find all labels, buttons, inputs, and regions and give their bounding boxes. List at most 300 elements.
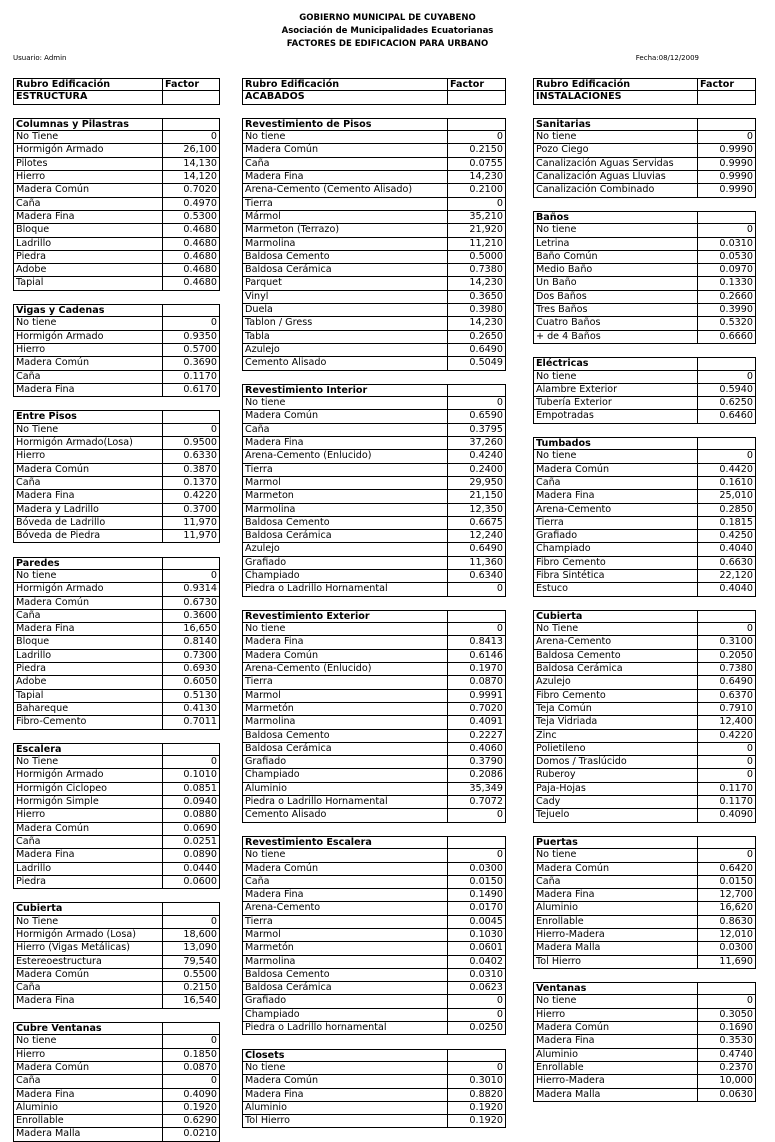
item-factor: 0.0250	[447, 1022, 506, 1034]
item-name: Hierro-Madera	[533, 929, 697, 941]
municipality-title: GOBIERNO MUNICIPAL DE CUYABENO	[299, 13, 476, 23]
table-row	[533, 251, 756, 264]
item-name: Fibro Cemento	[533, 690, 697, 702]
table-row	[242, 623, 506, 636]
table-row	[13, 863, 220, 876]
table-row	[13, 995, 220, 1008]
item-name: Tabla	[242, 331, 447, 343]
item-name: Champiado	[242, 1009, 447, 1021]
section-factor	[697, 611, 756, 622]
table-row	[242, 397, 506, 410]
item-name: Hormigón Armado (Losa)	[13, 929, 162, 941]
item-name: Fibro-Cemento	[13, 716, 162, 728]
table-row	[533, 1049, 756, 1062]
item-factor: 13,090	[162, 942, 220, 954]
rubro-header: Rubro Edificación	[242, 79, 447, 90]
item-name: Champiado	[242, 570, 447, 582]
item-factor: 0.1970	[447, 663, 506, 675]
item-factor: 14,130	[162, 158, 220, 170]
item-name: Tres Baños	[533, 304, 697, 316]
section-factor	[447, 385, 506, 396]
item-factor: 0.0170	[447, 902, 506, 914]
table-row	[242, 437, 506, 450]
item-name: Bahareque	[13, 703, 162, 715]
item-name: Madera Común	[13, 823, 162, 835]
item-factor: 0.6490	[697, 676, 756, 688]
table-row	[533, 690, 756, 703]
item-factor: 0	[447, 809, 506, 821]
item-name: Canalización Combinado	[533, 184, 697, 196]
item-name: Caña	[13, 836, 162, 848]
table-row	[533, 730, 756, 743]
item-name: Azulejo	[242, 543, 447, 555]
item-name: Pilotes	[13, 158, 162, 170]
section-title-row	[533, 357, 756, 370]
section-gap	[242, 823, 506, 836]
section-factor	[447, 119, 506, 130]
table-row	[242, 730, 506, 743]
section-factor	[447, 837, 506, 848]
item-name: Arena-Cemento	[533, 636, 697, 648]
item-name: + de 4 Baños	[533, 331, 697, 343]
item-name: Madera Fina	[13, 490, 162, 502]
item-name: No tiene	[242, 849, 447, 861]
item-factor: 0.4680	[162, 264, 220, 276]
item-factor: 0.6420	[697, 863, 756, 875]
item-name: Piedra	[13, 251, 162, 263]
item-factor: 21,920	[447, 224, 506, 236]
table-row	[13, 450, 220, 463]
table-row	[242, 849, 506, 862]
table-row	[242, 942, 506, 955]
table-row	[533, 849, 756, 862]
table-row	[242, 131, 506, 144]
item-factor: 0	[697, 131, 756, 143]
item-name: Caña	[13, 371, 162, 383]
item-factor: 0.4040	[697, 543, 756, 555]
table-row	[13, 610, 220, 623]
item-factor: 0.6050	[162, 676, 220, 688]
item-factor: 0.1690	[697, 1022, 756, 1034]
item-factor: 29,950	[447, 477, 506, 489]
item-name: Madera Malla	[533, 942, 697, 954]
item-factor: 0.3990	[697, 304, 756, 316]
item-name: Madera Común	[242, 1075, 447, 1087]
section-title-row	[13, 410, 220, 423]
table-row	[13, 663, 220, 676]
item-name: Madera Común	[13, 464, 162, 476]
table-row	[13, 371, 220, 384]
item-name: Arena-Cemento	[242, 902, 447, 914]
item-factor: 0.0630	[697, 1089, 756, 1101]
table-row	[13, 198, 220, 211]
item-factor: 22,120	[697, 570, 756, 582]
item-factor: 0.4040	[697, 583, 756, 595]
item-factor: 14,230	[447, 171, 506, 183]
item-factor: 26,100	[162, 144, 220, 156]
item-factor: 0.9350	[162, 331, 220, 343]
instalaciones-table	[533, 78, 756, 1102]
section-title: Tumbados	[533, 438, 697, 449]
item-factor: 0.3700	[162, 504, 220, 516]
table-row	[13, 184, 220, 197]
section-gap	[533, 344, 756, 357]
item-factor: 0.4240	[447, 450, 506, 462]
table-row	[533, 277, 756, 290]
item-name: Madera Fina	[242, 171, 447, 183]
table-row	[533, 490, 756, 503]
item-name: Bloque	[13, 224, 162, 236]
section-title-row	[533, 437, 756, 450]
item-name: Adobe	[13, 676, 162, 688]
item-name: Madera Fina	[242, 889, 447, 901]
table-row	[13, 504, 220, 517]
table-row	[533, 450, 756, 463]
table-row	[533, 224, 756, 237]
section-title-row	[13, 304, 220, 317]
item-name: Madera Fina	[13, 623, 162, 635]
item-factor: 0	[447, 131, 506, 143]
item-name: Vinyl	[242, 291, 447, 303]
item-factor: 0	[697, 743, 756, 755]
item-name: Marmeton	[242, 490, 447, 502]
item-factor: 0.0623	[447, 982, 506, 994]
table-row	[533, 956, 756, 969]
item-factor: 0.0251	[162, 836, 220, 848]
table-row	[242, 756, 506, 769]
item-name: Baldosa Cerámica	[533, 663, 697, 675]
item-name: Piedra o Ladrillo Hornamental	[242, 583, 447, 595]
item-factor: 0.4420	[697, 464, 756, 476]
item-factor: 11,210	[447, 238, 506, 250]
category-label: ACABADOS	[242, 91, 447, 103]
category-label: ESTRUCTURA	[13, 91, 162, 103]
item-factor: 0.4130	[162, 703, 220, 715]
item-name: No tiene	[533, 131, 697, 143]
report-title: FACTORES DE EDIFICACION PARA URBANO	[286, 39, 489, 49]
category-factor	[162, 91, 220, 103]
item-name: Baldosa Cerámica	[242, 743, 447, 755]
item-factor: 0.7020	[447, 703, 506, 715]
table-row	[242, 650, 506, 663]
item-name: No tiene	[533, 995, 697, 1007]
item-name: Grafiado	[242, 756, 447, 768]
item-factor: 0.8413	[447, 636, 506, 648]
item-factor: 12,400	[697, 716, 756, 728]
item-factor: 0.2227	[447, 730, 506, 742]
item-name: Hierro-Madera	[533, 1075, 697, 1087]
item-name: Champiado	[533, 543, 697, 555]
item-factor: 0.6250	[697, 397, 756, 409]
table-row	[13, 703, 220, 716]
table-row	[13, 277, 220, 290]
item-name: Arena-Cemento (Enlucido)	[242, 450, 447, 462]
section-title: Columnas y Pilastras	[13, 119, 162, 130]
table-row	[242, 251, 506, 264]
item-name: Piedra	[13, 663, 162, 675]
table-row	[242, 716, 506, 729]
item-factor: 0.1610	[697, 477, 756, 489]
item-name: Estereoestructura	[13, 956, 162, 968]
item-name: Madera Fina	[13, 995, 162, 1007]
item-name: Marmol	[242, 690, 447, 702]
item-factor: 0.0210	[162, 1128, 220, 1140]
table-row	[242, 1102, 506, 1115]
item-name: Caña	[13, 610, 162, 622]
table-row	[242, 916, 506, 929]
section-gap	[533, 424, 756, 437]
item-name: Empotradas	[533, 410, 697, 422]
table-row	[533, 676, 756, 689]
item-name: Hierro	[13, 171, 162, 183]
item-name: Adobe	[13, 264, 162, 276]
item-name: No Tiene	[13, 756, 162, 768]
table-row	[13, 783, 220, 796]
item-name: Aluminio	[242, 783, 447, 795]
item-name: Tejuelo	[533, 809, 697, 821]
item-name: Caña	[242, 424, 447, 436]
item-factor: 0.6675	[447, 517, 506, 529]
item-factor: 25,010	[697, 490, 756, 502]
item-name: Aluminio	[242, 1102, 447, 1114]
table-row	[533, 1009, 756, 1022]
item-factor: 0.2150	[162, 982, 220, 994]
section-gap	[533, 198, 756, 211]
item-name: Hormigón Ciclopeo	[13, 783, 162, 795]
table-row	[533, 916, 756, 929]
item-factor: 0.3650	[447, 291, 506, 303]
item-name: Tablon / Gress	[242, 317, 447, 329]
table-row	[533, 942, 756, 955]
item-factor: 0.3100	[697, 636, 756, 648]
item-factor: 11,360	[447, 557, 506, 569]
item-name: Aluminio	[13, 1102, 162, 1114]
table-row	[533, 264, 756, 277]
item-factor: 0	[162, 1075, 220, 1087]
table-row	[533, 583, 756, 596]
table-row	[13, 1102, 220, 1115]
table-row	[13, 636, 220, 649]
table-row	[13, 956, 220, 969]
item-factor: 0.3690	[162, 357, 220, 369]
section-title-row	[533, 610, 756, 623]
item-name: Teja Vidriada	[533, 716, 697, 728]
item-name: Arena-Cemento (Enlucido)	[242, 663, 447, 675]
item-name: Marmetón	[242, 942, 447, 954]
table-row	[242, 477, 506, 490]
item-factor: 0.5000	[447, 251, 506, 263]
item-name: Bóveda de Piedra	[13, 530, 162, 542]
table-row	[13, 849, 220, 862]
item-factor: 0.4680	[162, 277, 220, 289]
table-row	[13, 982, 220, 995]
item-factor: 14,120	[162, 171, 220, 183]
item-name: Ladrillo	[13, 238, 162, 250]
rubro-header: Rubro Edificación	[13, 79, 162, 90]
table-row	[13, 716, 220, 729]
item-factor: 11,690	[697, 956, 756, 968]
section-title: Baños	[533, 212, 697, 223]
table-row	[533, 384, 756, 397]
item-factor: 0.9314	[162, 583, 220, 595]
table-row	[533, 238, 756, 251]
table-row	[533, 809, 756, 822]
table-row	[242, 504, 506, 517]
table-row	[13, 384, 220, 397]
item-factor: 0	[447, 1062, 506, 1074]
section-gap	[242, 1035, 506, 1048]
item-factor: 0.6630	[697, 557, 756, 569]
column-header-row	[533, 78, 756, 91]
item-factor: 0.0300	[447, 863, 506, 875]
table-row	[533, 1035, 756, 1048]
item-name: No tiene	[242, 1062, 447, 1074]
section-gap	[242, 371, 506, 384]
table-row	[242, 184, 506, 197]
item-factor: 16,620	[697, 902, 756, 914]
section-title-row	[533, 836, 756, 849]
item-factor: 0.4060	[447, 743, 506, 755]
item-name: Baldosa Cemento	[242, 730, 447, 742]
table-row	[533, 144, 756, 157]
table-row	[533, 636, 756, 649]
table-row	[242, 490, 506, 503]
table-row	[242, 238, 506, 251]
item-name: Madera Fina	[13, 384, 162, 396]
item-name: Ruberoy	[533, 769, 697, 781]
item-name: Enrollable	[533, 1062, 697, 1074]
item-factor: 0.6146	[447, 650, 506, 662]
item-name: Cady	[533, 796, 697, 808]
item-name: No Tiene	[13, 916, 162, 928]
item-factor: 11,970	[162, 517, 220, 529]
factor-header: Factor	[447, 79, 506, 90]
table-row	[533, 929, 756, 942]
item-factor: 0.2850	[697, 504, 756, 516]
item-name: Baño Común	[533, 251, 697, 263]
item-factor: 0.8820	[447, 1089, 506, 1101]
table-row	[13, 517, 220, 530]
item-name: Madera Fina	[242, 636, 447, 648]
table-row	[13, 357, 220, 370]
item-factor: 12,240	[447, 530, 506, 542]
table-row	[242, 783, 506, 796]
table-row	[242, 1009, 506, 1022]
table-row	[533, 650, 756, 663]
item-name: Hierro	[533, 1009, 697, 1021]
table-row	[13, 597, 220, 610]
section-factor	[162, 411, 220, 422]
item-factor: 0.9990	[697, 184, 756, 196]
item-factor: 0.6590	[447, 410, 506, 422]
item-factor: 12,350	[447, 504, 506, 516]
item-factor: 0.4680	[162, 238, 220, 250]
table-row	[242, 171, 506, 184]
table-row	[533, 504, 756, 517]
table-row	[533, 703, 756, 716]
item-name: Hormigón Armado	[13, 144, 162, 156]
table-row	[533, 1022, 756, 1035]
item-factor: 0.0870	[447, 676, 506, 688]
item-factor: 0.3795	[447, 424, 506, 436]
item-factor: 0	[447, 397, 506, 409]
item-factor: 0.7020	[162, 184, 220, 196]
table-row	[242, 1022, 506, 1035]
table-row	[533, 1062, 756, 1075]
table-row	[13, 264, 220, 277]
item-factor: 0.6660	[697, 331, 756, 343]
item-factor: 0.5049	[447, 357, 506, 369]
table-row	[13, 690, 220, 703]
table-row	[242, 995, 506, 1008]
item-factor: 0.0970	[697, 264, 756, 276]
item-name: Aluminio	[533, 1049, 697, 1061]
item-name: No tiene	[242, 397, 447, 409]
table-row	[13, 171, 220, 184]
item-factor: 0.2100	[447, 184, 506, 196]
item-factor: 0.0310	[697, 238, 756, 250]
item-name: Tierra	[242, 198, 447, 210]
section-factor	[162, 558, 220, 569]
table-row	[242, 889, 506, 902]
table-row	[533, 716, 756, 729]
table-row	[13, 331, 220, 344]
table-row	[533, 902, 756, 915]
table-row	[242, 690, 506, 703]
table-row	[533, 184, 756, 197]
table-row	[242, 1075, 506, 1088]
item-name: Cemento Alisado	[242, 809, 447, 821]
item-name: Alambre Exterior	[533, 384, 697, 396]
acabados-table	[242, 78, 506, 1128]
section-gap	[242, 105, 506, 118]
section-title: Ventanas	[533, 983, 697, 994]
item-factor: 0.5700	[162, 344, 220, 356]
table-row	[533, 623, 756, 636]
item-name: Estuco	[533, 583, 697, 595]
section-title-row	[242, 1049, 506, 1062]
item-factor: 35,210	[447, 211, 506, 223]
table-row	[13, 144, 220, 157]
item-factor: 0	[697, 450, 756, 462]
table-row	[242, 676, 506, 689]
section-title-row	[13, 743, 220, 756]
item-name: Paja-Hojas	[533, 783, 697, 795]
item-factor: 0.6460	[697, 410, 756, 422]
section-gap	[13, 397, 220, 410]
table-row	[242, 158, 506, 171]
item-name: Madera Malla	[13, 1128, 162, 1140]
item-name: Azulejo	[242, 344, 447, 356]
table-row	[242, 583, 506, 596]
item-name: Hierro	[13, 450, 162, 462]
table-row	[242, 956, 506, 969]
section-gap	[13, 730, 220, 743]
table-row	[13, 623, 220, 636]
item-factor: 0.0402	[447, 956, 506, 968]
item-factor: 0	[447, 198, 506, 210]
table-row	[13, 238, 220, 251]
item-factor: 0.7300	[162, 650, 220, 662]
section-factor	[162, 903, 220, 914]
item-name: Madera Común	[13, 184, 162, 196]
table-row	[533, 158, 756, 171]
item-factor: 0	[697, 371, 756, 383]
item-factor: 0.6370	[697, 690, 756, 702]
item-name: Marmol	[242, 477, 447, 489]
section-gap	[533, 969, 756, 982]
item-name: Madera Fina	[533, 1035, 697, 1047]
